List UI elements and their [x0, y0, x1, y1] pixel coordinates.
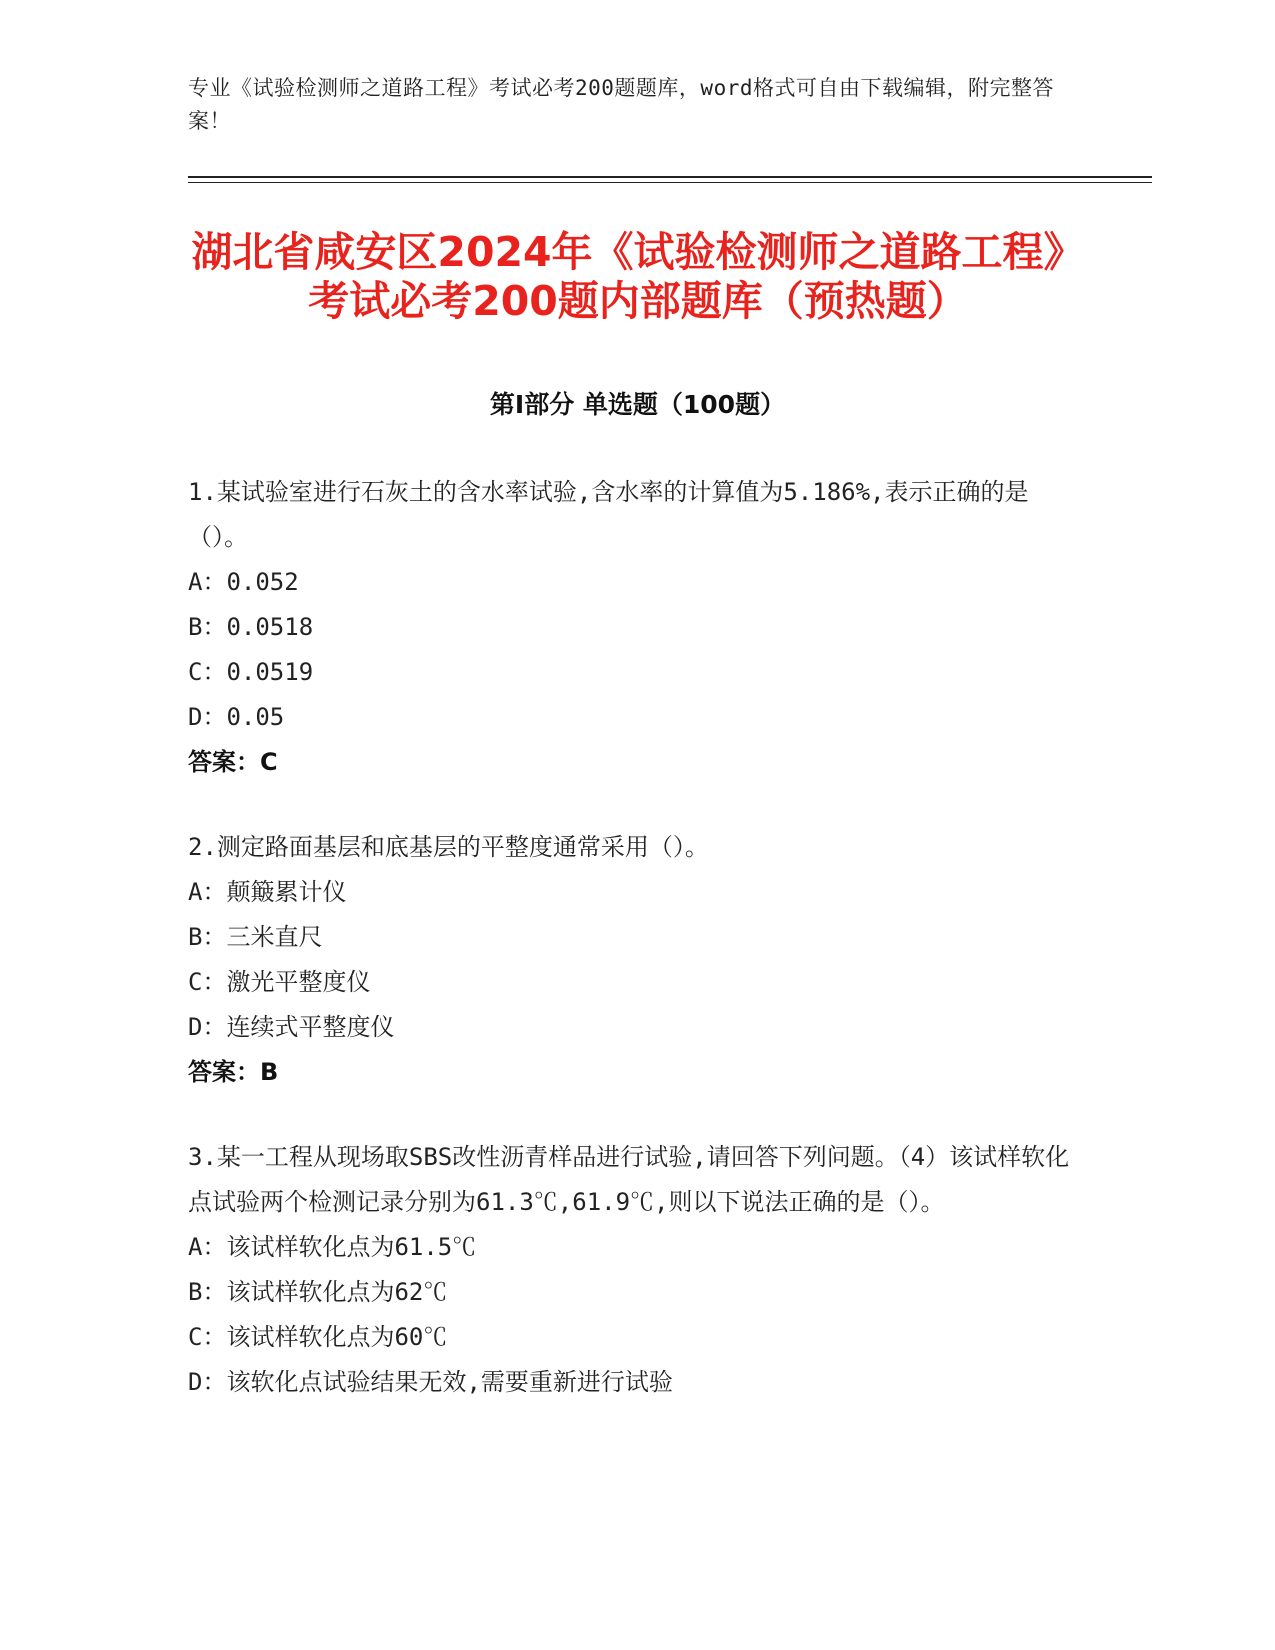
option-b: B：该试样软化点为62℃ [188, 1278, 448, 1306]
answer: 答案：C [188, 748, 278, 776]
answer: 答案：B [188, 1058, 279, 1086]
question-stem: 1.某试验室进行石灰土的含水率试验,含水率的计算值为5.186%,表示正确的是（）。 [188, 478, 1029, 551]
question-stem: 2.测定路面基层和底基层的平整度通常采用（）。 [188, 833, 709, 861]
header-rule-thick [188, 176, 1152, 178]
option-c: C：0.0519 [188, 658, 314, 686]
header-rule-thin [188, 182, 1152, 183]
option-c: C：该试样软化点为60℃ [188, 1323, 448, 1351]
document-title: 湖北省咸安区2024年《试验检测师之道路工程》考试必考200题内部题库（预热题） [191, 228, 1085, 325]
option-d: D：连续式平整度仪 [188, 1013, 395, 1041]
option-b: B：三米直尺 [188, 923, 323, 951]
question-list [188, 470, 1088, 1445]
question-3 [188, 1135, 1088, 1405]
option-a: A：颠簸累计仪 [188, 878, 347, 906]
option-b: B：0.0518 [188, 613, 314, 641]
header-note: 专业《试验检测师之道路工程》考试必考200题题库，word格式可自由下载编辑，附完整答案！ [188, 76, 1054, 133]
option-a: A：该试样软化点为61.5℃ [188, 1233, 477, 1261]
question-stem: 3.某一工程从现场取SBS改性沥青样品进行试验,请回答下列问题。（4）该试样软化点试验两个检测记录分别为61.3℃,61.9℃,则以下说法正确的是（）。 [188, 1143, 1070, 1216]
option-d: D：0.05 [188, 703, 285, 731]
option-d: D：该软化点试验结果无效,需要重新进行试验 [188, 1368, 673, 1396]
question-1 [188, 470, 1088, 785]
option-a: A：0.052 [188, 568, 299, 596]
question-2 [188, 825, 1088, 1095]
option-c: C：激光平整度仪 [188, 968, 371, 996]
section-heading: 第Ⅰ部分 单选题（100题） [489, 390, 786, 419]
